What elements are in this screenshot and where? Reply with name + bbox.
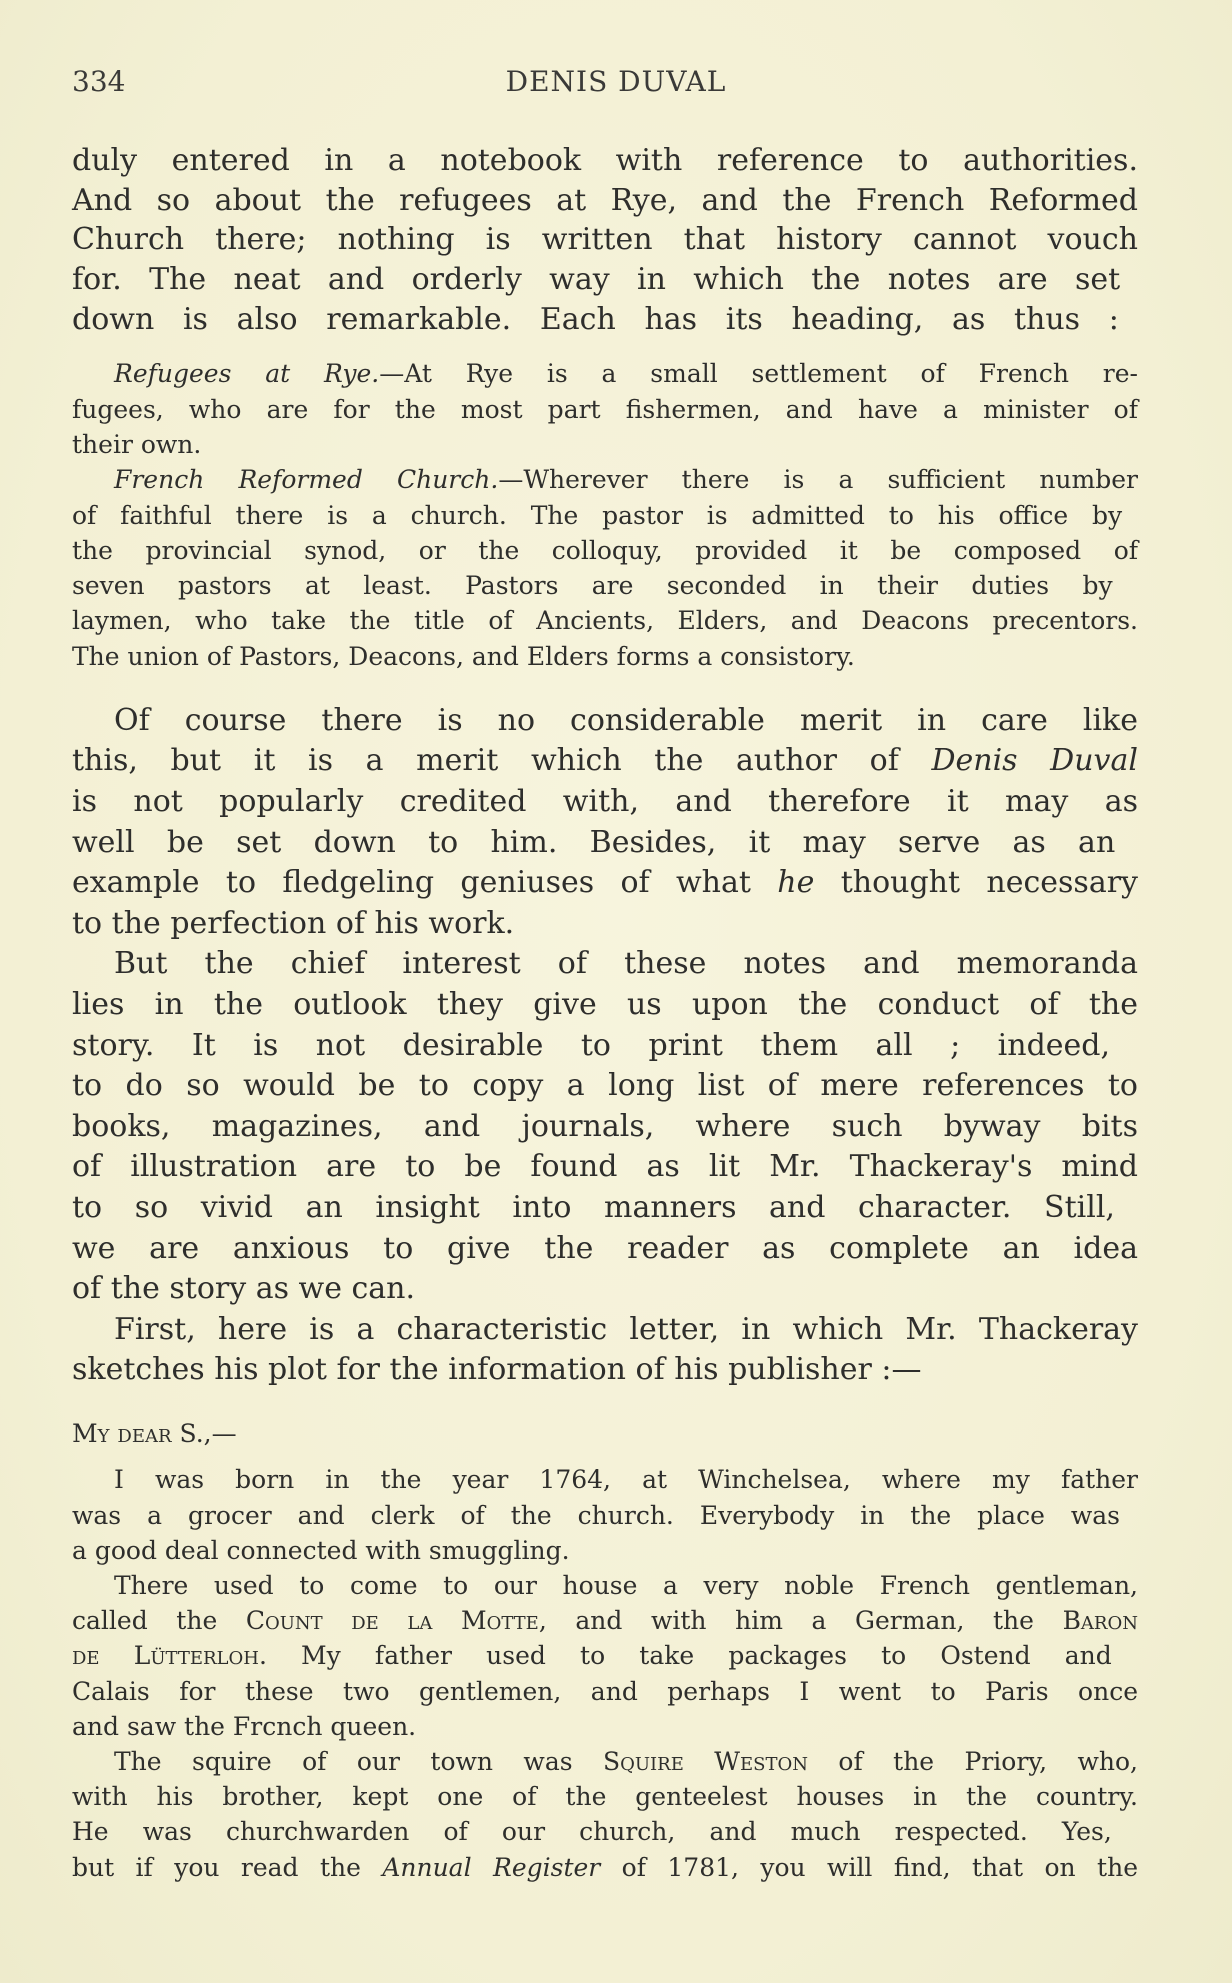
text-line — [114, 462, 1138, 497]
small-caps-text: Count de la Motte — [245, 1606, 539, 1636]
text-run: and saw the Frcnch queen. — [72, 1711, 417, 1741]
italic-text: he — [777, 865, 815, 901]
text-run: to the perfection of his work. — [72, 905, 515, 941]
text-run: I was born in the year 1764, at Winchelsea, where my father — [114, 1465, 1138, 1495]
text-run: . My father used to take packages to Ostend and — [258, 1641, 1112, 1671]
small-caps-text: Squire Weston — [603, 1747, 808, 1776]
text-run: of the story as we can. — [72, 1271, 416, 1307]
text-line — [114, 1310, 1138, 1351]
text-line — [72, 1533, 570, 1568]
text-run: this, but it is a merit which the author of — [72, 743, 932, 779]
text-run: duly entered in a notebook with reference to authorities. — [72, 143, 1138, 179]
text-line — [72, 1147, 1138, 1188]
small-caps-text: de Lütterloh — [72, 1641, 259, 1671]
text-line — [72, 1026, 1110, 1067]
text-line — [72, 639, 855, 674]
text-run: , and with him a German, the — [538, 1606, 1063, 1636]
text-line — [72, 1350, 921, 1391]
text-line — [114, 1568, 1138, 1603]
text-run: The union of Pastors, Deacons, and Elders forms a consistory. — [72, 641, 855, 671]
text-run: of the Priory, who, — [807, 1747, 1138, 1776]
text-line — [72, 260, 1120, 300]
text-run: There used to come to our house a very noble French gentleman, — [114, 1571, 1138, 1600]
text-run: a good deal connected with smuggling. — [72, 1535, 570, 1565]
text-run: was a grocer and clerk of the church. Everybody in the place was — [72, 1500, 1120, 1530]
text-line — [72, 1850, 1138, 1885]
text-line — [72, 1709, 416, 1744]
text-line — [72, 392, 1138, 427]
text-line — [72, 904, 514, 945]
text-run: with his brother, kept one of the genteelest houses in the country. — [72, 1782, 1138, 1812]
text-run: for. The neat and orderly way in which the notes are set — [72, 262, 1121, 297]
italic-text: French Reformed Church. — [114, 465, 499, 495]
text-run: the provincial synod, or the colloquy, provided it be composed of — [72, 535, 1138, 565]
text-run: to do so would be to copy a long list of mere references to — [72, 1068, 1138, 1104]
text-run: of 1781, you will find, that on the — [600, 1852, 1138, 1882]
text-line — [114, 1744, 1138, 1779]
text-run: lies in the outlook they give us upon the conduct of the — [72, 986, 1138, 1022]
text-line — [72, 985, 1138, 1026]
text-run: First, here is a characteristic letter, in which Mr. Thackeray — [114, 1311, 1138, 1347]
text-line — [72, 181, 1138, 221]
text-line — [72, 741, 1138, 782]
text-line — [72, 533, 1138, 568]
text-run: but if you read the — [72, 1852, 383, 1882]
text-line — [72, 568, 1113, 603]
text-line — [114, 701, 1138, 742]
running-title: DENIS DUVAL — [505, 65, 727, 98]
text-line — [72, 1066, 1138, 1107]
text-run: to so vivid an insight into manners and character. Still, — [72, 1189, 1115, 1225]
text-line — [72, 1779, 1138, 1814]
text-line — [72, 300, 1119, 340]
text-run: Of course there is no considerable merit in care like — [114, 702, 1138, 738]
italic-text: Denis Duval — [931, 743, 1138, 779]
italic-text: Refugees at Rye. — [114, 359, 380, 389]
text-line — [72, 1229, 1138, 1270]
small-caps-text: Baron — [1062, 1606, 1138, 1636]
text-line — [72, 1814, 1112, 1849]
text-line — [72, 1638, 1112, 1673]
text-run: is not popularly credited with, and therefore it may as — [72, 783, 1138, 819]
text-run: their own. — [72, 429, 202, 459]
text-line — [72, 1269, 415, 1310]
text-run: Church there; nothing is written that history cannot vouch — [72, 222, 1138, 258]
text-line — [72, 1674, 1138, 1709]
text-line — [114, 356, 1138, 391]
text-line — [72, 1416, 237, 1451]
text-line — [72, 823, 1115, 864]
text-line — [72, 782, 1138, 823]
text-run: we are anxious to give the reader as complete an idea — [72, 1230, 1138, 1266]
text-line — [72, 863, 1138, 904]
text-run: But the chief interest of these notes and memoranda — [114, 946, 1138, 982]
text-run: laymen, who take the title of Ancients, Elders, and Deacons precentors. — [72, 606, 1138, 636]
text-run: fugees, who are for the most part fishermen, and have a minister of — [72, 394, 1138, 424]
italic-text: Annual Register — [382, 1852, 601, 1882]
page-number: 334 — [72, 65, 126, 98]
small-caps-text: My dear S.,— — [72, 1418, 237, 1448]
text-line — [72, 141, 1138, 181]
text-line — [72, 1603, 1138, 1638]
text-line — [72, 1107, 1138, 1148]
text-run: The squire of our town was — [114, 1747, 603, 1776]
text-line — [72, 427, 201, 462]
text-run: —At Rye is a small settlement of French re- — [379, 359, 1138, 389]
text-run: thought necessary — [814, 865, 1138, 901]
text-run: And so about the refugees at Rye, and the French Reformed — [72, 182, 1138, 218]
text-line — [72, 1498, 1120, 1533]
text-line — [72, 498, 1122, 533]
text-run: sketches his plot for the information of his publisher :— — [72, 1352, 922, 1388]
text-line — [72, 1188, 1115, 1229]
text-run: He was churchwarden of our church, and much respected. Yes, — [72, 1817, 1112, 1847]
text-run: —Wherever there is a sufficient number — [498, 465, 1138, 495]
text-run: down is also remarkable. Each has its heading, as thus : — [72, 301, 1119, 337]
text-run: example to fledgeling geniuses of what — [72, 865, 778, 901]
text-run: story. It is not desirable to print them all ; indeed, — [72, 1027, 1111, 1063]
text-line — [72, 220, 1138, 260]
text-run: of faithful there is a church. The pastor is admitted to his office by — [72, 500, 1123, 530]
text-line — [72, 603, 1138, 638]
text-line — [114, 1462, 1138, 1497]
text-run: books, magazines, and journals, where such byway bits — [72, 1108, 1138, 1144]
text-run: of illustration are to be found as lit Mr. Thackeray's mind — [72, 1149, 1138, 1185]
text-run: well be set down to him. Besides, it may serve as an — [72, 824, 1116, 860]
text-run: Calais for these two gentlemen, and perhaps I went to Paris once — [72, 1676, 1138, 1706]
text-run: called the — [72, 1606, 246, 1636]
text-run: seven pastors at least. Pastors are seconded in their duties by — [72, 571, 1113, 601]
text-line — [114, 944, 1138, 985]
